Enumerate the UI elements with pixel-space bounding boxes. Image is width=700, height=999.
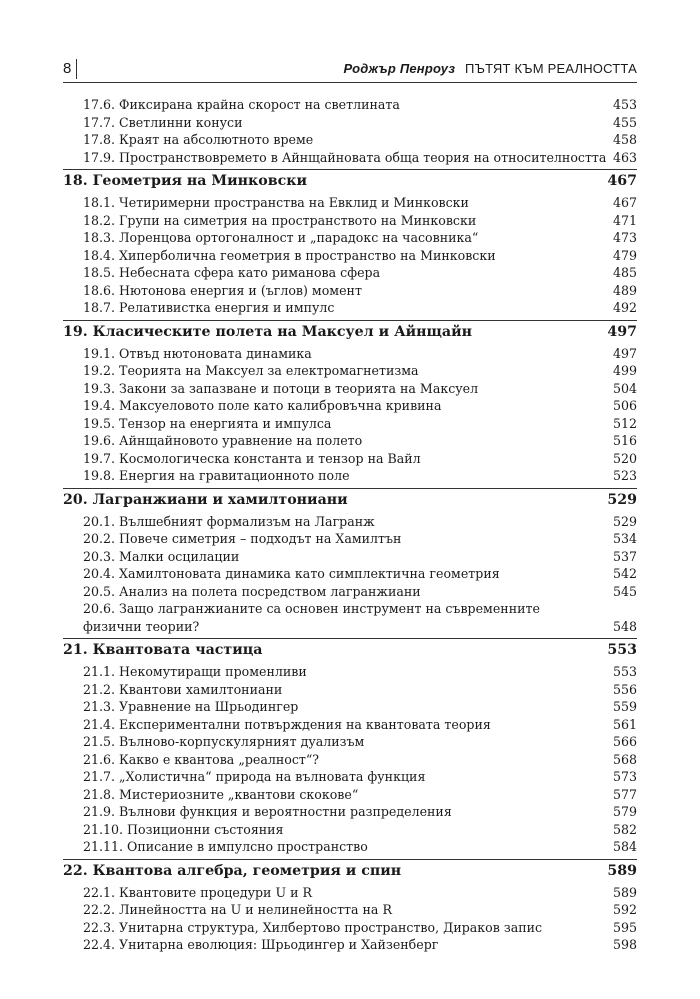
toc-title: 22.1. Квантовите процедури U и R — [83, 884, 312, 900]
toc-title: 19.8. Енергия на гравитационното поле — [83, 468, 350, 483]
page-number: 8 — [63, 60, 72, 77]
toc-page-number: 598 — [612, 937, 637, 952]
toc-title: 19.4. Максуеловото поле като калибровъчна кривина — [83, 398, 442, 413]
toc-page-number: 455 — [612, 114, 637, 130]
toc-title: 20.5. Анализ на полета посредством лагранжиани — [83, 583, 421, 599]
toc-title: 19.6. Айнщайновото уравнение на полето — [83, 433, 363, 448]
toc-section — [63, 583, 637, 601]
toc-page-number: 559 — [612, 699, 637, 714]
toc-title: 21.11. Описание в импулсно пространство — [83, 839, 368, 854]
toc-title: 18.4. Хиперболична геометрия в пространство на Минковски — [83, 247, 496, 263]
toc-section — [63, 803, 637, 821]
toc-title: 21.7. „Холистична“ природа на вълновата функция — [83, 769, 426, 784]
toc-page-number: 499 — [612, 363, 637, 378]
toc-page-number: 458 — [612, 132, 637, 147]
toc-page-number: 489 — [612, 282, 637, 298]
table-of-contents — [63, 96, 637, 954]
toc-page-number: 545 — [612, 583, 637, 599]
toc-page-number: 512 — [612, 415, 637, 431]
toc-title: 20.4. Хамилтоновата динамика като симплектична геометрия — [83, 566, 500, 581]
author-name: Роджър Пенроуз — [343, 61, 456, 76]
toc-section — [63, 264, 637, 282]
toc-title: 17.9. Пространствовремето в Айнщайновата обща теория на относителността — [83, 149, 607, 165]
toc-page-number: 534 — [612, 531, 637, 546]
toc-page-number: 467 — [607, 173, 637, 189]
toc-title: 17.8. Краят на абсолютното време — [83, 132, 314, 147]
toc-page-number: 529 — [607, 491, 637, 508]
toc-title: 18.3. Лоренцова ортогоналност и „парадокс на часовника“ — [83, 230, 479, 245]
toc-section — [63, 548, 637, 566]
toc-title: 19.1. Отвъд нютоновата динамика — [83, 345, 312, 361]
toc-section — [63, 663, 637, 681]
toc-section — [63, 415, 637, 433]
toc-section — [63, 282, 637, 300]
toc-title: 19.2. Теорията на Максуел за електромагнетизма — [83, 363, 419, 378]
toc-page-number: 566 — [612, 734, 637, 749]
toc-section — [63, 733, 637, 751]
toc-section — [63, 96, 637, 114]
toc-title: 21.5. Вълново-корпускулярният дуализъм — [83, 734, 365, 749]
toc-page-number: 584 — [612, 839, 637, 854]
toc-section — [63, 716, 637, 734]
toc-section — [63, 838, 637, 856]
toc-title: 22.4. Унитарна еволюция: Шрьодингер и Хайзенберг — [83, 937, 439, 952]
toc-section — [63, 397, 637, 415]
toc-section — [63, 212, 637, 230]
toc-title: 18.5. Небесната сфера като риманова сфера — [83, 265, 381, 280]
toc-section — [63, 450, 637, 468]
book-title: ПЪТЯТ КЪМ РЕАЛНОСТТА — [465, 61, 637, 76]
toc-section — [63, 768, 637, 786]
toc-page-number: 479 — [612, 247, 637, 263]
toc-section — [63, 362, 637, 380]
toc-section — [63, 229, 637, 247]
toc-chapter — [63, 488, 637, 512]
toc-title: 20. Лагранжиани и хамилтониани — [63, 491, 348, 508]
toc-title: 20.3. Малки осцилации — [83, 548, 240, 564]
toc-title: 21.8. Мистериозните „квантови скокове“ — [83, 786, 359, 802]
toc-section — [63, 299, 637, 317]
toc-page-number: 556 — [612, 681, 637, 697]
toc-page-number: 573 — [612, 769, 637, 784]
toc-title: 18.6. Нютонова енергия и (ъглов) момент — [83, 282, 362, 298]
toc-page-number: 473 — [612, 230, 637, 245]
toc-section — [63, 600, 637, 635]
toc-chapter — [63, 638, 637, 662]
toc-page-number: 542 — [612, 566, 637, 581]
toc-chapter — [63, 320, 637, 344]
running-header — [63, 58, 637, 83]
toc-title: 18.2. Групи на симетрия на пространството на Минковски — [83, 212, 477, 228]
toc-section — [63, 194, 637, 212]
toc-page-number: 561 — [612, 716, 637, 732]
running-title — [343, 61, 637, 76]
toc-page-number: 463 — [612, 149, 637, 165]
toc-section — [63, 530, 637, 548]
toc-title: 21.9. Вълнови функция и вероятностни разпределения — [83, 804, 452, 819]
toc-title: 19.3. Закони за запазване и потоци в теорията на Максуел — [83, 380, 479, 396]
toc-page-number: 582 — [612, 821, 637, 837]
toc-page-number: 589 — [612, 884, 637, 900]
toc-title: 22.2. Линейността на U и нелинейността на R — [83, 902, 392, 917]
toc-title: 19.5. Тензор на енергията и импулса — [83, 415, 332, 431]
toc-title: 18.7. Релативистка енергия и импулс — [83, 300, 335, 315]
toc-page-number: 568 — [612, 751, 637, 767]
toc-title: 19.7. Космологическа константа и тензор на Вайл — [83, 450, 421, 466]
toc-page-number: 497 — [612, 345, 637, 361]
toc-page-number: 595 — [612, 919, 637, 935]
toc-section — [63, 149, 637, 167]
toc-title: 17.7. Светлинни конуси — [83, 114, 243, 130]
toc-title: 19. Класическите полета на Максуел и Айнщайн — [63, 323, 472, 340]
toc-section — [63, 565, 637, 583]
toc-page-number: 504 — [612, 380, 637, 396]
toc-page-number: 537 — [612, 548, 637, 564]
toc-title: 20.2. Повече симетрия – подходът на Хамилтън — [83, 531, 402, 546]
toc-section — [63, 345, 637, 363]
toc-title: 17.6. Фиксирана крайна скорост на светлината — [83, 97, 400, 112]
toc-title: 21.1. Некомутиращи променливи — [83, 664, 307, 679]
toc-section — [63, 681, 637, 699]
toc-title: 18. Геометрия на Минковски — [63, 173, 308, 189]
toc-chapter — [63, 169, 637, 193]
toc-section — [63, 786, 637, 804]
toc-section — [63, 247, 637, 265]
toc-title: 20.1. Вълшебният формализъм на Лагранж — [83, 513, 375, 529]
toc-title: 21.10. Позиционни състояния — [83, 821, 284, 837]
toc-section — [63, 901, 637, 919]
toc-section — [63, 131, 637, 149]
header-divider — [76, 59, 77, 79]
toc-chapter — [63, 859, 637, 883]
toc-section — [63, 380, 637, 398]
toc-title: 21.6. Какво е квантова „реалност“? — [83, 751, 320, 767]
toc-section — [63, 467, 637, 485]
toc-section — [63, 114, 637, 132]
toc-page-number: 577 — [612, 786, 637, 802]
toc-section — [63, 513, 637, 531]
toc-page-number: 453 — [612, 97, 637, 112]
toc-page-number: 516 — [612, 433, 637, 448]
toc-title: 21.4. Експериментални потвърждения на квантовата теория — [83, 716, 491, 732]
toc-section — [63, 936, 637, 954]
toc-section — [63, 432, 637, 450]
toc-page-number: 492 — [612, 300, 637, 315]
toc-section — [63, 751, 637, 769]
toc-page-number: 485 — [612, 265, 637, 280]
toc-section — [63, 821, 637, 839]
toc-title-continued: физични теории? — [83, 618, 200, 634]
toc-page-number: 497 — [607, 323, 637, 340]
toc-title: 21.3. Уравнение на Шрьодингер — [83, 699, 299, 714]
toc-page-number: 467 — [612, 195, 637, 210]
toc-page-number: 553 — [612, 664, 637, 679]
toc-section — [63, 919, 637, 937]
toc-title: 20.6. Защо лагранжианите са основен инструмент на съвременните — [83, 601, 540, 616]
toc-page-number: 506 — [612, 398, 637, 413]
toc-title: 18.1. Четиримерни пространства на Евклид и Минковски — [83, 195, 469, 210]
toc-title: 22. Квантова алгебра, геометрия и спин — [63, 862, 402, 879]
toc-page-number: 548 — [612, 618, 637, 634]
toc-title: 22.3. Унитарна структура, Хилбертово пространство, Дираков запис — [83, 919, 543, 935]
toc-section — [63, 884, 637, 902]
toc-title: 21.2. Квантови хамилтониани — [83, 681, 283, 697]
toc-page-number: 520 — [612, 450, 637, 466]
toc-section — [63, 698, 637, 716]
toc-page-number: 523 — [612, 468, 637, 483]
toc-page-number: 589 — [607, 862, 637, 879]
toc-title: 21. Квантовата частица — [63, 642, 263, 658]
toc-page-number: 553 — [607, 642, 637, 658]
toc-page-number: 579 — [612, 804, 637, 819]
toc-page-number: 529 — [612, 513, 637, 529]
toc-page-number: 471 — [612, 212, 637, 228]
toc-page-number: 592 — [612, 902, 637, 917]
